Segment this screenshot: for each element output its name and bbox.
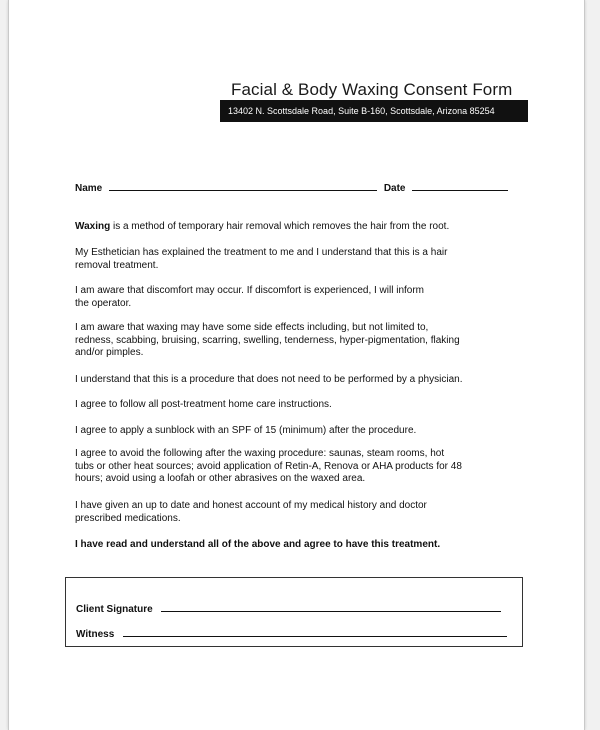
text-line: I am aware that waxing may have some side effects including, but not limited to, bbox=[75, 322, 429, 333]
text-line: I have given an up to date and honest account of my medical history and doctor bbox=[75, 500, 427, 511]
paragraph-waxing-definition bbox=[75, 221, 525, 234]
text-line: removal treatment. bbox=[75, 259, 159, 271]
paragraph-home-care bbox=[75, 399, 525, 412]
text-line: redness, scabbing, bruising, scarring, swelling, tenderness, hyper-pigmentation, flaking bbox=[75, 334, 460, 346]
witness-row bbox=[76, 626, 507, 640]
witness-label: Witness bbox=[76, 629, 115, 640]
text-line: I agree to avoid the following after the waxing procedure: saunas, steam rooms, hot bbox=[75, 448, 445, 459]
text-line: My Esthetician has explained the treatment to me and I understand that this is a hair bbox=[75, 247, 448, 258]
client-signature-field[interactable] bbox=[161, 601, 501, 612]
name-label: Name bbox=[75, 183, 103, 194]
text-line: I have read and understand all of the above and agree to have this treatment. bbox=[75, 539, 441, 550]
date-label: Date bbox=[383, 183, 406, 194]
paragraph-avoid bbox=[75, 448, 525, 486]
paragraph-sunblock bbox=[75, 425, 525, 438]
waxing-definition-text: is a method of temporary hair removal which removes the hair from the root. bbox=[110, 221, 450, 232]
text-line: I understand that this is a procedure that does not need to be performed by a physician. bbox=[75, 374, 463, 385]
paragraph-esthetician bbox=[75, 247, 525, 272]
name-date-line bbox=[75, 180, 515, 194]
paragraph-physician bbox=[75, 374, 525, 387]
form-title: Facial & Body Waxing Consent Form bbox=[231, 80, 513, 99]
text-line: hours; avoid using a loofah or other abrasives on the waxed area. bbox=[75, 473, 366, 484]
client-signature-row bbox=[76, 601, 501, 615]
name-field[interactable] bbox=[109, 180, 377, 191]
text-line: the operator. bbox=[75, 297, 132, 309]
paragraph-medical-history bbox=[75, 500, 525, 525]
text-line: I agree to apply a sunblock with an SPF of 15 (minimum) after the procedure. bbox=[75, 425, 417, 436]
text-line: I agree to follow all post-treatment home care instructions. bbox=[75, 399, 332, 410]
waxing-term: Waxing bbox=[75, 221, 111, 232]
signature-box bbox=[65, 577, 523, 647]
paragraph-agreement bbox=[75, 539, 525, 552]
witness-field[interactable] bbox=[123, 626, 507, 637]
text-line: and/or pimples. bbox=[75, 347, 144, 358]
date-field[interactable] bbox=[412, 180, 508, 191]
paragraph-side-effects bbox=[75, 322, 525, 360]
text-line: I am aware that discomfort may occur. If discomfort is experienced, I will inform bbox=[75, 285, 425, 296]
address-banner bbox=[220, 100, 528, 122]
text-line: tubs or other heat sources; avoid application of Retin-A, Renova or AHA products for 48 bbox=[75, 460, 462, 472]
text-line: prescribed medications. bbox=[75, 512, 181, 524]
client-signature-label: Client Signature bbox=[76, 604, 153, 615]
address-text: 13402 N. Scottsdale Road, Suite B-160, Scottsdale, Arizona 85254 bbox=[228, 106, 495, 116]
document-page bbox=[8, 0, 585, 730]
paragraph-discomfort bbox=[75, 285, 525, 310]
